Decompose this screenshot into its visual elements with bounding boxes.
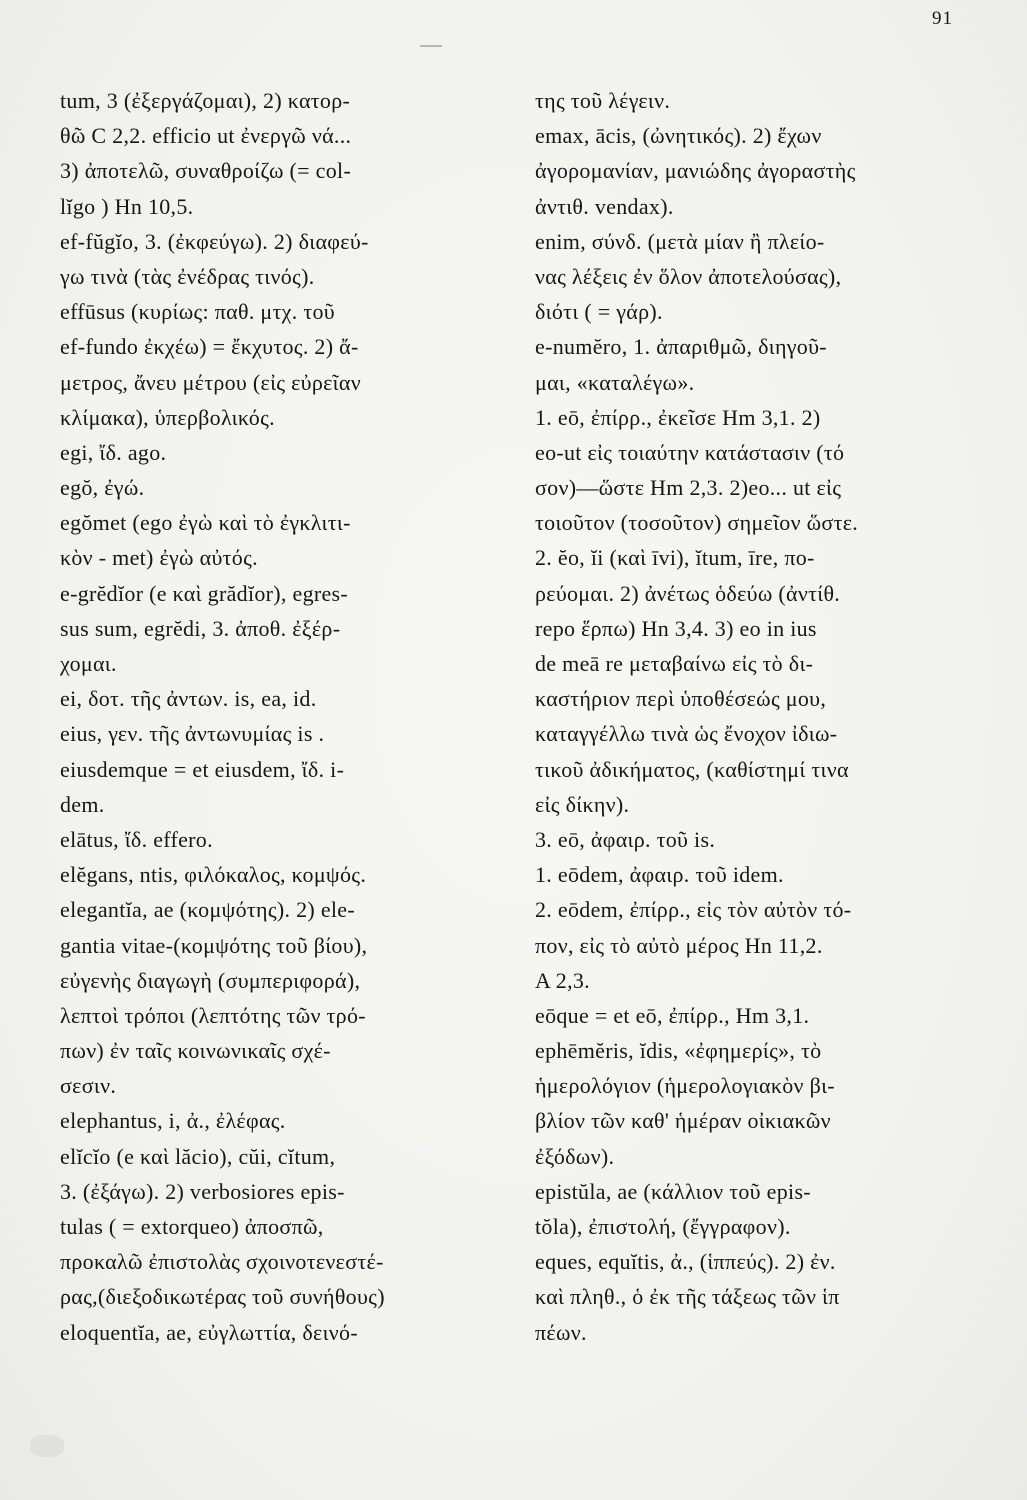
dictionary-line: egŏmet (ego ἐγὼ καὶ τὸ ἐγκλιτι- bbox=[60, 510, 351, 536]
dictionary-line: τικοῦ ἀδικήματος, (καθίστημί τινα bbox=[535, 756, 849, 782]
dictionary-line: πων) ἐν ταῖς κοινωνικαῖς σχέ- bbox=[60, 1038, 331, 1064]
dictionary-line: ἀντιθ. vendax). bbox=[535, 193, 674, 219]
dictionary-line: λεπτοὶ τρόποι (λεπτότης τῶν τρό- bbox=[60, 1002, 366, 1028]
dictionary-line: νας λέξεις ἐν ὅλον ἀποτελούσας), bbox=[535, 263, 842, 289]
dictionary-line: ἀγορομανίαν, μανιώδης ἀγοραστὴς bbox=[535, 158, 856, 184]
dictionary-line: προκαλῶ ἐπιστολὰς σχοινοτενεστέ- bbox=[60, 1249, 384, 1275]
dictionary-line: egŏ, ἐγώ. bbox=[60, 475, 145, 501]
dictionary-line: ef-fŭgĭo, 3. (ἐκφεύγω). 2) διαφεύ- bbox=[60, 228, 369, 254]
dictionary-line: eiusdemque = et eiusdem, ἴδ. i- bbox=[60, 756, 345, 782]
dictionary-line: ρεύομαι. 2) ἀνέτως ὁδεύω (ἀντίθ. bbox=[535, 580, 841, 606]
dictionary-line: eōque = et eō, ἐπίρρ., Hm 3,1. bbox=[535, 1002, 810, 1028]
dictionary-line: πέων. bbox=[535, 1319, 587, 1345]
dictionary-line: ἡμερολόγιον (ἡμερολογιακὸν βι- bbox=[535, 1073, 835, 1099]
dictionary-line: θῶ C 2,2. efficio ut ἐνεργῶ νά... bbox=[60, 123, 352, 149]
dictionary-line: tulas ( = extorqueo) ἀποσπῶ, bbox=[60, 1214, 324, 1239]
dictionary-line: sus sum, egrĕdi, 3. ἀποθ. ἐξέρ- bbox=[60, 615, 341, 641]
dictionary-line: εἰς δίκην). bbox=[535, 791, 630, 817]
dictionary-line: μετρος, ἄνευ μέτρου (εἰς εὐρεῖαν bbox=[60, 369, 361, 395]
dictionary-line: eius, γεν. τῆς ἀντωνυμίας is . bbox=[60, 721, 325, 747]
page-smudge bbox=[30, 1435, 64, 1457]
dictionary-line: elĕgans, ntis, φιλόκαλος, κομψός. bbox=[60, 862, 367, 888]
dictionary-line: enim, σύνδ. (μετὰ μίαν ἢ πλείο- bbox=[535, 228, 825, 254]
dictionary-line: 3. eō, ἀφαιρ. τοῦ is. bbox=[535, 826, 716, 852]
dictionary-line: egi, ἴδ. ago. bbox=[60, 439, 167, 465]
dictionary-line: 2. eōdem, ἐπίρρ., εἰς τὸν αὐτὸν τό- bbox=[535, 897, 852, 923]
dictionary-line: εὐγενὴς διαγωγὴ (συμπεριφορά), bbox=[60, 967, 361, 993]
dictionary-line: ρας,(διεξοδικωτέρας τοῦ συνήθους) bbox=[60, 1284, 385, 1310]
dictionary-line: σεσιν. bbox=[60, 1073, 117, 1099]
dictionary-line: tŏla), ἐπιστολή, (ἔγγραφον). bbox=[535, 1214, 791, 1239]
dictionary-line: effūsus (κυρίως: παθ. μτχ. τοῦ bbox=[60, 299, 335, 325]
dictionary-line: 1. eōdem, ἀφαιρ. τοῦ idem. bbox=[535, 862, 784, 888]
dictionary-line: A 2,3. bbox=[535, 967, 590, 993]
dictionary-line: ephēmĕris, ĭdis, «ἐφημερίς», τὸ bbox=[535, 1038, 822, 1064]
dictionary-line: lĭgo ) Hn 10,5. bbox=[60, 193, 194, 219]
dictionary-line: της τοῦ λέγειν. bbox=[535, 88, 671, 113]
dictionary-line: eloquentĭa, ae, εὐγλωττία, δεινό- bbox=[60, 1319, 358, 1345]
dictionary-line: elātus, ἴδ. effero. bbox=[60, 826, 213, 852]
dictionary-line: κλίμακα), ὑπερβολικός. bbox=[60, 404, 275, 430]
dictionary-line: σον)—ὥστε Hm 2,3. 2)eo... ut εἰς bbox=[535, 475, 842, 501]
dictionary-line: διότι ( = γάρ). bbox=[535, 299, 663, 325]
dictionary-line: καὶ πληθ., ὁ ἐκ τῆς τάξεως τῶν ἱπ bbox=[535, 1284, 840, 1310]
dictionary-line: e-numĕro, 1. ἀπαριθμῶ, διηγοῦ- bbox=[535, 334, 827, 360]
dictionary-line: ei, δοτ. τῆς ἀντων. is, ea, id. bbox=[60, 686, 317, 712]
dictionary-line: elegantĭa, ae (κομψότης). 2) ele- bbox=[60, 897, 355, 923]
dictionary-line: βλίον τῶν καθ' ἡμέραν οἰκιακῶν bbox=[535, 1108, 831, 1134]
dictionary-line: 3) ἀποτελῶ, συναθροίζω (= col- bbox=[60, 158, 352, 184]
dictionary-line: de meā re μεταβαίνω εἰς τὸ δι- bbox=[535, 651, 814, 676]
dictionary-line: ef-fundo ἐκχέω) = ἔκχυτος. 2) ἄ- bbox=[60, 334, 359, 360]
dictionary-line: gantia vitae-(κομψότης τοῦ βίου), bbox=[60, 932, 368, 958]
dictionary-line: emax, ācis, (ὠνητικός). 2) ἔχων bbox=[535, 123, 822, 149]
dictionary-line: μαι, «καταλέγω». bbox=[535, 369, 695, 395]
dictionary-line: e-grĕdĭor (e καὶ grădĭor), egres- bbox=[60, 580, 349, 606]
dictionary-line: 3. (ἐξάγω). 2) verbosiores epis- bbox=[60, 1178, 345, 1204]
dictionary-line: γω τινὰ (τὰς ἐνέδρας τινός). bbox=[60, 263, 315, 289]
dictionary-line: elĭcĭo (e καὶ lăcio), cŭi, cĭtum, bbox=[60, 1143, 336, 1169]
dictionary-line: 1. eō, ἐπίρρ., ἐκεῖσε Hm 3,1. 2) bbox=[535, 404, 821, 430]
dictionary-line: χομαι. bbox=[60, 651, 117, 676]
dictionary-line: πον, εἰς τὸ αὐτὸ μέρος Hn 11,2. bbox=[535, 932, 823, 958]
dictionary-line: dem. bbox=[60, 791, 105, 817]
dictionary-line: elephantus, i, ἀ., ἐλέφας. bbox=[60, 1108, 286, 1134]
dictionary-line: κὸν - met) ἐγὼ αὐτός. bbox=[60, 545, 258, 571]
right-column bbox=[535, 83, 990, 1350]
dictionary-line: καταγγέλλω τινὰ ὡς ἔνοχον ἰδιω- bbox=[535, 721, 838, 747]
header-rule bbox=[420, 45, 442, 47]
left-column bbox=[60, 83, 512, 1350]
dictionary-line: 2. ĕo, ĭi (καὶ īvi), ĭtum, īre, πο- bbox=[535, 545, 815, 571]
dictionary-line: καστήριον περὶ ὑποθέσεώς μου, bbox=[535, 686, 827, 712]
dictionary-line: tum, 3 (ἐξεργάζομαι), 2) κατορ- bbox=[60, 88, 351, 113]
page-number: 91 bbox=[932, 8, 953, 29]
dictionary-line: ἐξόδων). bbox=[535, 1143, 615, 1169]
dictionary-line: eques, equĭtis, ἀ., (ἱππεύς). 2) ἐν. bbox=[535, 1249, 836, 1275]
dictionary-line: τοιοῦτον (τοσοῦτον) σημεῖον ὥστε. bbox=[535, 510, 859, 536]
dictionary-line: epistŭla, ae (κάλλιον τοῦ epis- bbox=[535, 1178, 811, 1204]
dictionary-line: eo-ut εἰς τοιαύτην κατάστασιν (τό bbox=[535, 439, 845, 465]
dictionary-line: repo ἕρπω) Hn 3,4. 3) eo in ius bbox=[535, 615, 817, 641]
